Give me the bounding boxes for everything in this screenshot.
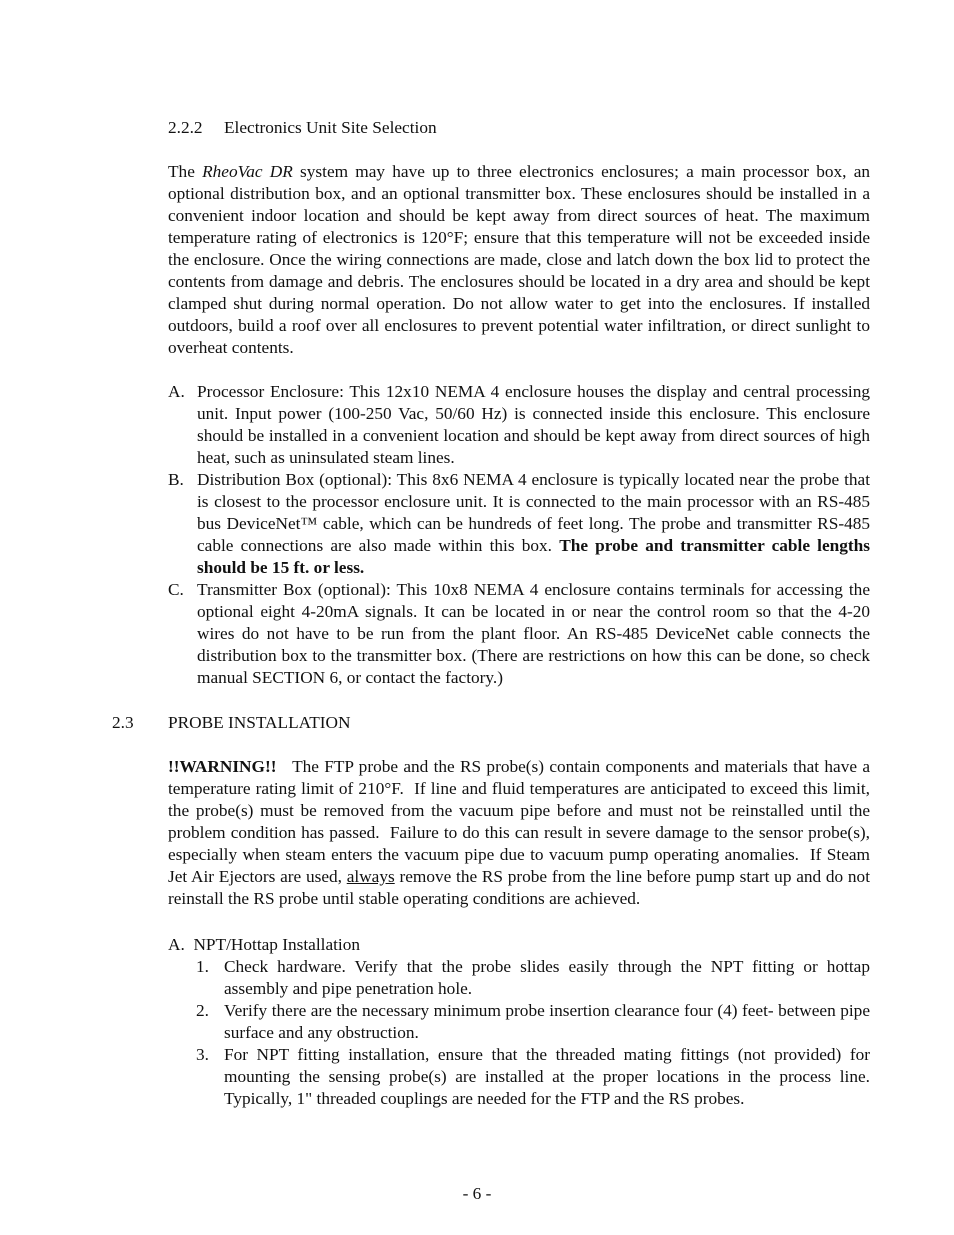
intro-lead: The [168,162,203,181]
warning-text-2: remove the RS probe from the line before pump start up and do not reinstall the RS probe until stable operating conditions are achieved. [168,867,870,908]
step-text: Verify there are the necessary minimum probe insertion clearance four (4) feet- between pipe surface and any obstruction. [224,1001,870,1042]
subsection-heading [168,117,868,139]
list-text: Distribution Box (optional): This 8x6 NEMA 4 enclosure is typically located near the probe that is closest to the processor enclosure unit. It is connected to the main processor with an RS-485 bus DeviceNet™ cable, which can be hundreds of feet long. The probe and transmitter RS-485 cable connections are also made within this box. [197,470,870,555]
step-number: 1. [196,957,209,976]
list-item [168,381,870,469]
step-item [196,956,870,1000]
subsection-title: NPT/Hottap Installation [193,935,361,954]
list-marker: B. [168,470,184,489]
intro-text: system may have up to three electronics enclosures; a main processor box, an optional distribution box, and an optional transmitter box. These enclosures should be installed in a convenient indoor location and should be kept away from direct sources of heat. The maximum temperature rating of electronics is 120°F; ensure that this temperature will not be exceeded inside the enclosure. Once the wiring connections are made, close and latch down the box lid to protect the contents from damage and debris. The enclosures should be located in a dry area and should be kept clamped shut during normal operation. Do not allow water to get into the enclosures. If installed outdoors, build a roof over all enclosures to prevent potential water infiltration, or direct sunlight to overheat contents. [168,162,870,357]
enclosure-list [168,381,870,689]
heading-number: 2.2.2 [168,118,203,137]
step-number: 2. [196,1001,209,1020]
list-text: Processor Enclosure: This 12x10 NEMA 4 enclosure houses the display and central processing unit. Input power (100-250 Vac, 50/60 Hz) is connected inside this enclosure. This enclosure should be installed in a convenient location and should be kept away from direct sources of high heat, such as uninsulated steam lines. [197,382,870,467]
warning-text-1: The FTP probe and the RS probe(s) contain components and materials that have a temperature rating limit of 210°F. If line and fluid temperatures are anticipated to exceed this limit, the probe(s) must be removed from the vacuum pipe before and must not be reinstalled until the problem condition has passed. Failure to do this can result in severe damage to the sensor probe(s), especially when steam enters the vacuum pipe due to vacuum pump operating anomalies. If Steam Jet Air Ejectors are used, [168,757,875,886]
section-title: PROBE INSTALLATION [168,713,351,732]
product-name: RheoVac DR [202,162,293,181]
list-marker: C. [168,580,184,599]
warning-paragraph [168,756,875,910]
heading-title: Electronics Unit Site Selection [224,118,437,137]
section-number: 2.3 [112,713,134,732]
page-number: - 6 - [462,1184,492,1203]
step-text: Check hardware. Verify that the probe slides easily through the NPT fitting or hottap assembly and pipe penetration hole. [224,957,870,998]
underlined-word: always [346,867,395,886]
step-text: For NPT fitting installation, ensure that the threaded mating fittings (not provided) for mounting the sensing probe(s) are installed at the proper locations in the process line. Typically, 1" threaded couplings are needed for the FTP and the RS probes. [224,1045,870,1108]
list-item [168,579,870,689]
warning-label: !!WARNING!! [168,757,277,776]
installation-steps [196,956,870,1110]
step-item [196,1000,870,1044]
list-text: Transmitter Box (optional): This 10x8 NEMA 4 enclosure contains terminals for accessing the optional eight 4-20mA signals. It can be located in or near the control room so that the 4-20 wires do not have to be run from the plant floor. An RS-485 DeviceNet cable connects the distribution box to the transmitter box. (There are restrictions on how this can be done, so check manual SECTION 6, or contact the factory.) [197,580,870,687]
npt-subsection-heading [168,934,870,956]
subsection-marker: A. [168,935,185,954]
step-number: 3. [196,1045,209,1064]
list-item [168,469,870,579]
step-item [196,1044,870,1110]
intro-paragraph [168,161,870,359]
section-heading [112,712,872,734]
bold-note: The probe and transmitter cable lengths should be 15 ft. or less. [197,536,870,577]
list-marker: A. [168,382,185,401]
